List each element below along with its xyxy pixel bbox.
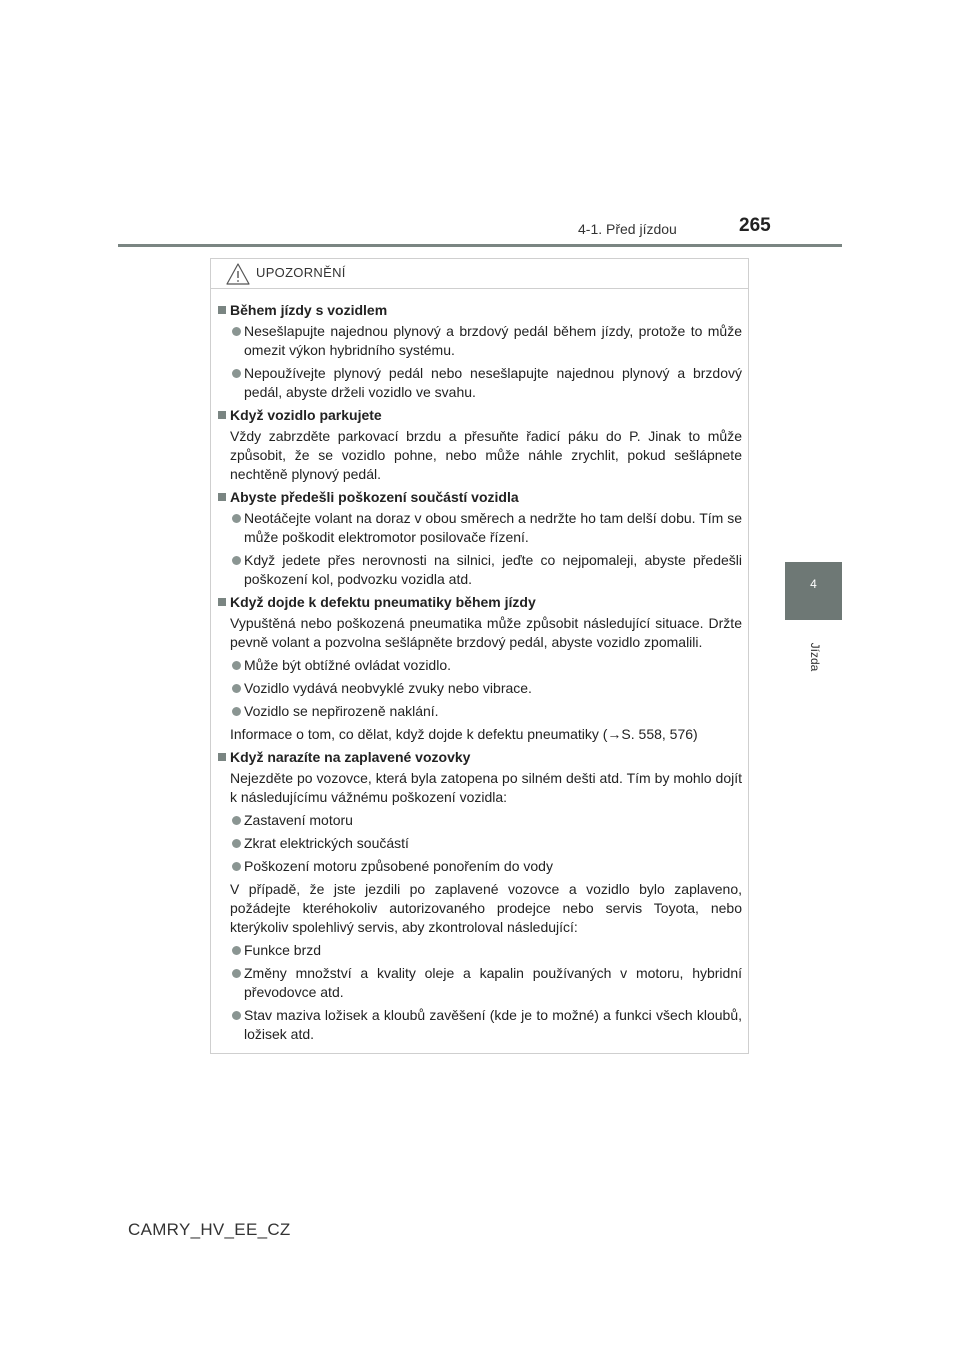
bullet-item (217, 364, 742, 402)
warning-section (217, 301, 742, 402)
warning-box (210, 258, 749, 1054)
bullet-text: Funkce brzd (244, 942, 322, 958)
bullet-dot-icon (232, 969, 241, 978)
bullet-item (217, 964, 742, 1002)
section-heading: Když dojde k defektu pneumatiky během jízdy (217, 593, 742, 612)
bullet-item (217, 551, 742, 589)
paragraph: Informace o tom, co dělat, když dojde k defektu pneumatiky (→S. 558, 576) (230, 726, 698, 742)
warning-section (217, 406, 742, 484)
document-code: CAMRY_HV_EE_CZ (128, 1220, 291, 1239)
chapter-number: 4 (810, 577, 817, 591)
section-heading: Když narazíte na zaplavené vozovky (217, 748, 742, 767)
section-heading: Během jízdy s vozidlem (217, 301, 742, 320)
bullet-dot-icon (232, 839, 241, 848)
bullet-dot-icon (232, 684, 241, 693)
warning-header (211, 259, 748, 289)
bullet-dot-icon (232, 816, 241, 825)
chapter-label: Jízda (808, 642, 822, 672)
bullet-text: Stav maziva ložisek a kloubů zavěšení (kde je to možné) a funkci všech kloubů, ložisek atd. (244, 1007, 742, 1042)
bullet-dot-icon (232, 946, 241, 955)
warning-content (211, 289, 748, 1044)
section-heading: Když vozidlo parkujete (217, 406, 742, 425)
bullet-dot-icon (232, 661, 241, 670)
bullet-item (217, 857, 742, 876)
bullet-dot-icon (232, 707, 241, 716)
bullet-dot-icon (232, 369, 241, 378)
bullet-item (217, 509, 742, 547)
bullet-item (217, 941, 742, 960)
bullet-text: Může být obtížné ovládat vozidlo. (244, 657, 452, 673)
bullet-item (217, 656, 742, 675)
bullet-item (217, 322, 742, 360)
section-title: 4-1. Před jízdou (578, 221, 677, 237)
bullet-text: Nesešlapujte najednou plynový a brzdový pedál během jízdy, protože to může omezit výkon hybridního systému. (244, 323, 742, 358)
bullet-item (217, 1006, 742, 1044)
bullet-item (217, 834, 742, 853)
bullet-text: Zastavení motoru (244, 812, 353, 828)
bullet-item (217, 811, 742, 830)
warning-section (217, 748, 742, 1044)
section-heading: Abyste předešli poškození součástí vozidla (217, 488, 742, 507)
bullet-dot-icon (232, 862, 241, 871)
bullet-text: Když jedete přes nerovnosti na silnici, jeďte co nejpomaleji, abyste předešli poškození kol, podvozku vozidla atd. (244, 552, 742, 587)
warning-section (217, 593, 742, 744)
bullet-text: Vozidlo vydává neobvyklé zvuky nebo vibrace. (244, 680, 532, 696)
paragraph: Vždy zabrzděte parkovací brzdu a přesuňte řadicí páku do P. Jinak to může způsobit, že se vozidlo pohne, nebo může náhle zrychlit, pokud sešlápnete nechtěně plynový pedál. (230, 428, 742, 482)
bullet-text: Poškození motoru způsobené ponořením do vody (244, 858, 553, 874)
header-divider (118, 244, 842, 247)
bullet-text: Vozidlo se nepřirozeně naklání. (244, 703, 439, 719)
bullet-dot-icon (232, 327, 241, 336)
bullet-text: Zkrat elektrických součástí (244, 835, 409, 851)
warning-title: UPOZORNĚNÍ (256, 265, 346, 280)
bullet-text: Neotáčejte volant na doraz v obou směrech a nedržte ho tam delší dobu. Tím se může poškodit elektromotor posilovače řízení. (244, 510, 742, 545)
bullet-text: Nepoužívejte plynový pedál nebo nesešlapujte najednou plynový a brzdový pedál, abyste drželi vozidlo ve svahu. (244, 365, 742, 400)
warning-section (217, 488, 742, 589)
page-number: 265 (739, 215, 771, 236)
bullet-item (217, 679, 742, 698)
bullet-dot-icon (232, 556, 241, 565)
bullet-dot-icon (232, 1011, 241, 1020)
bullet-dot-icon (232, 514, 241, 523)
warning-triangle-icon (226, 263, 250, 285)
paragraph: Vypuštěná nebo poškozená pneumatika může způsobit následující situace. Držte pevně volant a pozvolna sešlápněte brzdový pedál, abyste vozidlo zpomalili. (230, 615, 742, 650)
bullet-text: Změny množství a kvality oleje a kapalin používaných v motoru, hybridní převodovce atd. (244, 965, 742, 1000)
paragraph: V případě, že jste jezdili po zaplavené vozovce a vozidlo bylo zaplaveno, požádejte kteréhokoliv autorizovaného prodejce nebo servis Toyota, nebo kterýkoliv spolehlivý servis, aby zkontroloval následující: (230, 881, 742, 935)
paragraph: Nejezděte po vozovce, která byla zatopena po silném dešti atd. Tím by mohlo dojít k následujícímu vážnému poškození vozidla: (230, 770, 742, 805)
chapter-tab (785, 562, 842, 620)
bullet-item (217, 702, 742, 721)
